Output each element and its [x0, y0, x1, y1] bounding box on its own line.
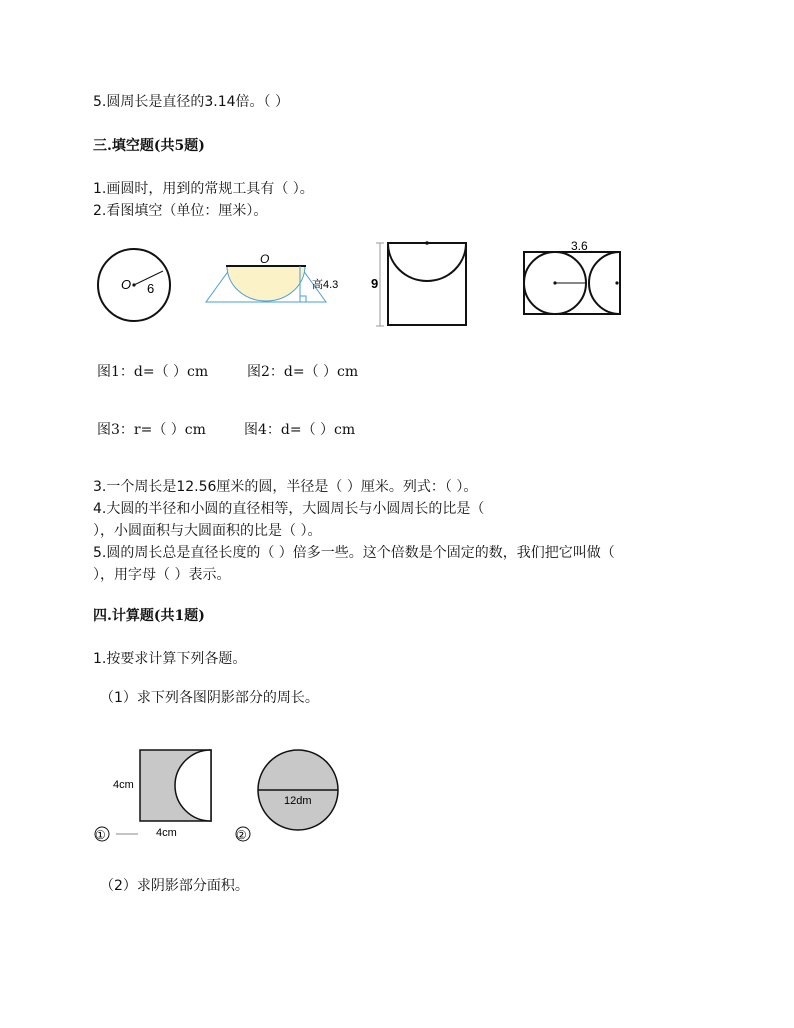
- answer-figure-4: 图4：d=（ ）cm: [244, 422, 356, 438]
- fill-question-1: 1.画圆时，用到的常规工具有（ ）。: [93, 181, 314, 197]
- section-3-title: 三.填空题(共5题): [93, 138, 205, 154]
- shaded-figure-2-diameter-label: 12dm: [284, 795, 312, 807]
- figure-4-rectangle-circles: [520, 238, 626, 322]
- figure-3-square-semicircle: [366, 238, 472, 330]
- figure-1-radius-label: 6: [147, 281, 155, 296]
- shaded-figure-1: [90, 747, 220, 845]
- section-4-title: 四.计算题(共1题): [93, 608, 205, 624]
- fill-question-5-line-1: 5.圆的周长总是直径长度的（ ）倍多一些。这个倍数是个固定的数，我们把它叫做（: [93, 545, 615, 561]
- shaded-figure-1-number: ①: [95, 828, 106, 842]
- shaded-figure-1-bottom-label: 4cm: [156, 827, 177, 839]
- figure-2-top-label: O: [260, 252, 270, 266]
- answer-figure-3: 图3：r=（ ）cm: [97, 422, 206, 438]
- calc-question-1-part-1: （1）求下列各图阴影部分的周长。: [100, 690, 319, 706]
- calc-question-1-part-2: （2）求阴影部分面积。: [100, 878, 249, 894]
- answer-figure-2: 图2：d=（ ）cm: [247, 364, 359, 380]
- calc-question-1: 1.按要求计算下列各题。: [93, 651, 247, 667]
- question-5-true-false: 5.圆周长是直径的3.14倍。（ ）: [93, 94, 289, 110]
- shaded-figure-2: [232, 747, 346, 845]
- figure-2-height-label: 高4.3: [312, 279, 339, 291]
- shaded-figure-2-number: ②: [236, 828, 247, 842]
- figure-3-side-label: 9: [371, 276, 379, 291]
- fill-question-4-line-1: 4.大圆的半径和小圆的直径相等，大圆周长与小圆周长的比是（: [93, 501, 485, 517]
- fill-question-5-line-2: ），用字母（ ）表示。: [93, 567, 231, 583]
- figure-4-top-label: 3.6: [571, 239, 588, 253]
- fill-question-2: 2.看图填空（单位：厘米）。: [93, 203, 268, 219]
- answer-figure-1: 图1：d=（ ）cm: [97, 364, 209, 380]
- fill-question-4-line-2: ），小圆面积与大圆面积的比是（ ）。: [93, 523, 322, 539]
- fill-question-3: 3.一个周长是12.56厘米的圆，半径是（ ）厘米。列式：（ ）。: [93, 479, 478, 495]
- figure-2-semicircle-trapezoid: [200, 252, 350, 308]
- figure-1-center-label: O: [121, 277, 132, 292]
- shaded-figure-1-side-label: 4cm: [113, 779, 134, 791]
- figure-1-circle: [95, 245, 175, 327]
